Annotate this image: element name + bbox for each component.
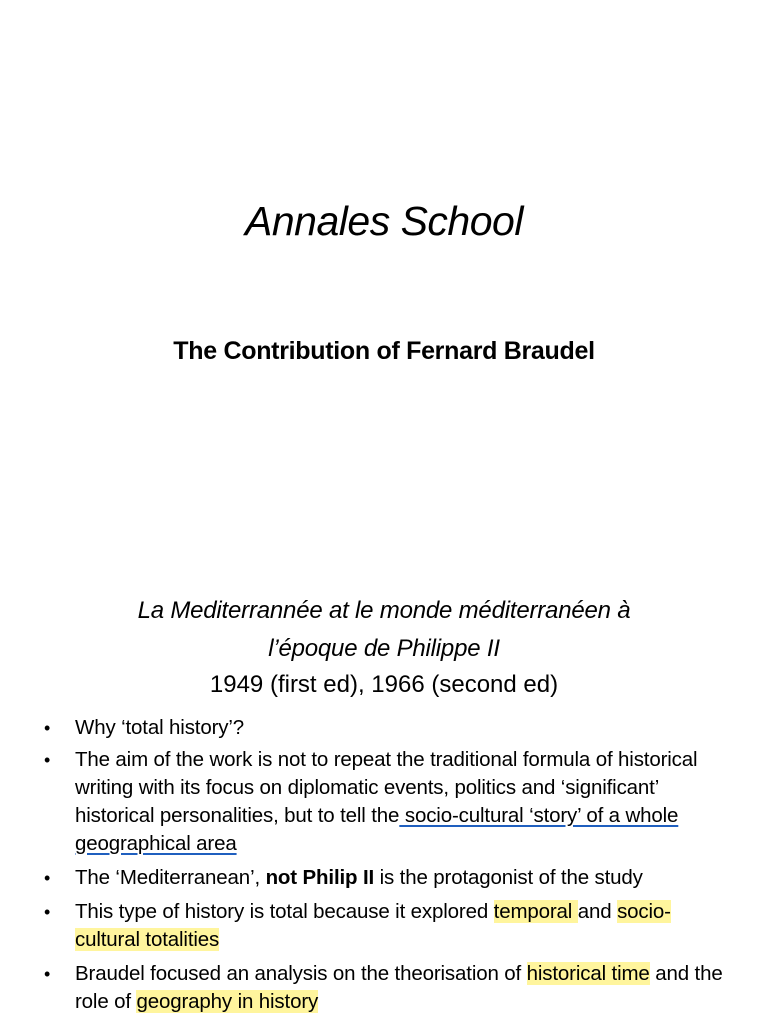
slide-subtitle: The Contribution of Fernard Braudel <box>173 337 595 365</box>
bullet-icon: • <box>44 750 51 770</box>
highlighted-text: geography in history <box>136 990 319 1013</box>
highlighted-text: socio-cultural totalities <box>75 900 671 951</box>
highlighted-text: historical time <box>526 962 650 985</box>
book-title <box>40 592 728 668</box>
bullet-text: and the role of <box>75 962 723 1013</box>
bullet-text: is the protagonist of the study <box>374 866 643 889</box>
bullet-icon: • <box>44 718 51 738</box>
bullet-text: This type of history is total because it explored <box>75 900 494 923</box>
bold-text: not Philip II <box>265 866 375 889</box>
bullet-item <box>0 898 768 954</box>
book-title-line2: l’époque de Philippe II <box>268 635 500 662</box>
bullet-text: and <box>577 900 618 923</box>
book-title-line1: La Mediterrannée at le monde méditerranéen à <box>137 597 631 624</box>
bullet-list <box>0 714 768 1016</box>
highlighted-text: temporal <box>493 900 578 923</box>
content-slide <box>0 560 768 1024</box>
bullet-item <box>0 864 768 892</box>
bullet-text: Why ‘total history’? <box>75 716 245 739</box>
bullet-icon: • <box>44 902 51 922</box>
bullet-text: Braudel focused an analysis on the theorisation of <box>75 962 527 985</box>
bullet-item <box>0 714 768 742</box>
underlined-text: socio-cultural ‘story’ of a whole geographical area <box>75 804 679 855</box>
bullet-item <box>0 746 768 858</box>
bullet-icon: • <box>44 964 51 984</box>
editions-line: 1949 (first ed), 1966 (second ed) <box>209 671 559 698</box>
bullet-text: The aim of the work is not to repeat the traditional formula of historical writing with its focus on diplomatic events, politics and ‘significant’ historical personalities, but to tell the <box>75 748 698 827</box>
bullet-item <box>0 960 768 1016</box>
bullet-icon: • <box>44 868 51 888</box>
slide-title: Annales School <box>245 198 523 244</box>
bullet-text: The ‘Mediterranean’, <box>75 866 266 889</box>
